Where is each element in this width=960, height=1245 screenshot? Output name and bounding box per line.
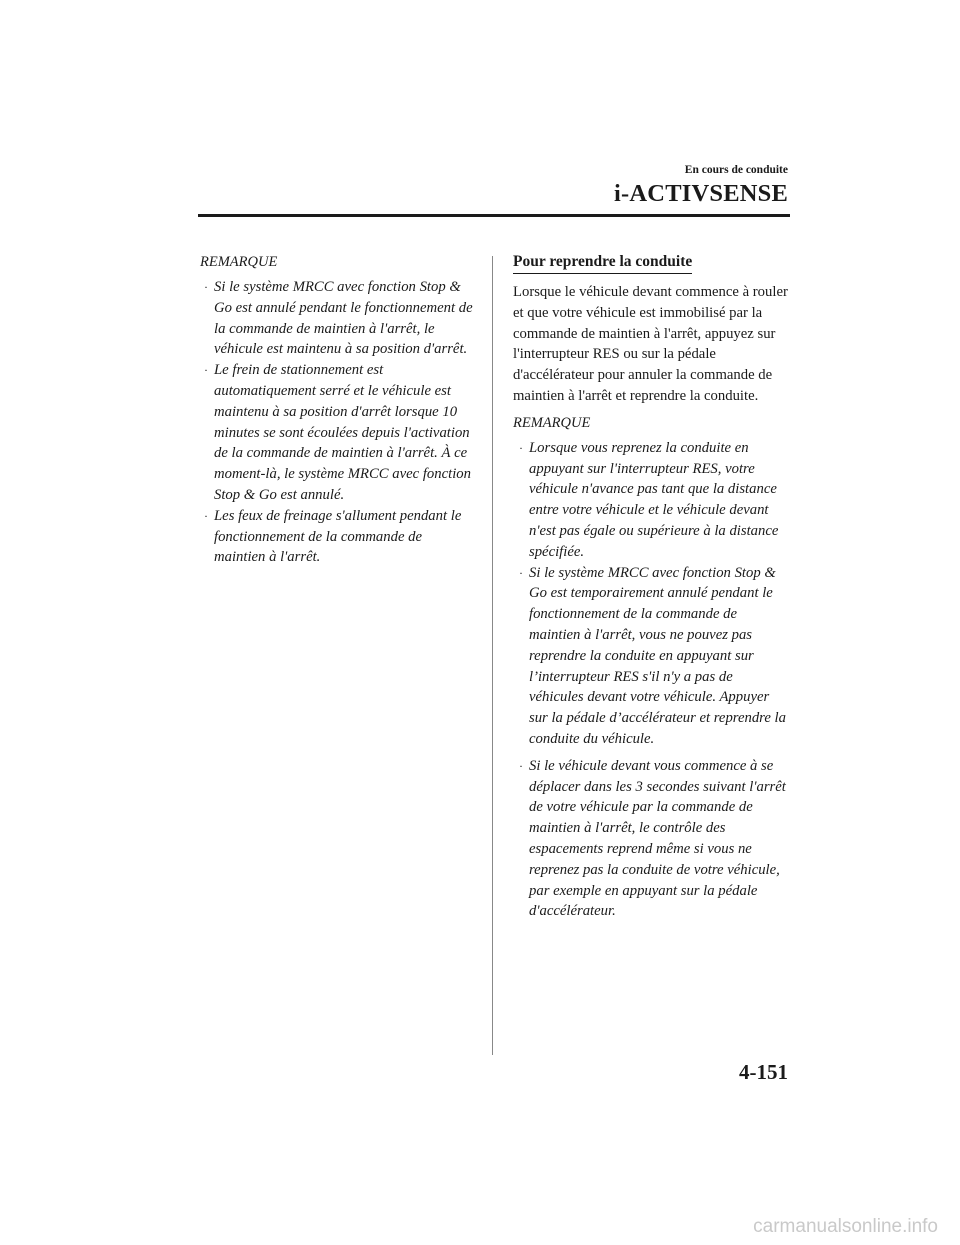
note-bullet [200, 277, 476, 360]
header-rule [198, 214, 790, 217]
column-divider [492, 256, 493, 1055]
note-bullet-list [513, 438, 790, 922]
bullet-marker: · [519, 440, 523, 455]
section-heading: Pour reprendre la conduite [513, 252, 692, 274]
bullet-text: Le frein de stationnement est automatiquement serré et le véhicule est maintenu à sa position d'arrêt lorsque 10 minutes se sont écoulées depuis l'activation de la commande de maintien à l'arrêt. À ce moment-là, le système MRCC avec fonction Stop & Go est annulé. [214, 362, 471, 503]
bullet-text: Si le système MRCC avec fonction Stop & Go est annulé pendant le fonctionnement de la commande de maintien à l'arrêt, le véhicule est maintenu à sa position d'arrêt. [214, 279, 473, 358]
bullet-marker: · [204, 280, 208, 294]
running-header-title: i-ACTIVSENSE [614, 180, 788, 207]
right-column [513, 252, 790, 922]
note-title: REMARQUE [513, 414, 591, 431]
note-bullet [200, 506, 476, 568]
bullet-text: Si le véhicule devant vous commence à se déplacer dans les 3 secondes suivant l'arrêt de votre véhicule par la commande de maintien à l'arrêt, le contrôle des espacements reprend même si vous ne reprenez pas la conduite de votre véhicule, par exemple en appuyant sur la pédale d'accélérateur. [529, 757, 786, 920]
left-column [198, 252, 476, 568]
bullet-text: Les feux de freinage s'allument pendant le fonctionnement de la commande de maintien à l'arrêt. [214, 507, 462, 566]
bullet-marker: · [519, 758, 523, 773]
note-bullet [515, 756, 790, 922]
bullet-text: Lorsque vous reprenez la conduite en appuyant sur l'interrupteur RES, votre véhicule n'avance pas tant que la distance entre votre véhicule et le véhicule devant n'est pas égale ou supérieure à la distance spécifiée. [529, 439, 779, 560]
site-watermark: carmanualsonline.info [753, 1216, 938, 1237]
body-paragraph: Lorsque le véhicule devant commence à rouler et que votre véhicule est immobilisé par la commande de maintien à l'arrêt, appuyez sur l'interrupteur RES ou sur la pédale d'accélérateur pour annuler la commande de maintien à l'arrêt et reprendre la conduite. [513, 284, 788, 404]
note-bullet [515, 563, 790, 750]
note-bullet [515, 438, 790, 563]
note-title: REMARQUE [200, 254, 278, 270]
bullet-marker: · [204, 363, 208, 378]
bullet-marker: · [519, 565, 523, 580]
bullet-marker: · [204, 508, 208, 523]
bullet-text: Si le système MRCC avec fonction Stop & Go est temporairement annulé pendant le fonctionnement de la commande de maintien à l'arrêt, vous ne pouvez pas reprendre la conduite en appuyant sur l’interrupteur RES s'il n'y a pas de véhicules devant votre véhicule. Appuyer sur la pédale d’accélérateur et reprendre la conduite du véhicule. [529, 564, 786, 747]
note-bullet-list [198, 277, 476, 568]
note-bullet [200, 360, 476, 506]
page-number: 4-151 [739, 1060, 788, 1084]
running-header-section: En cours de conduite [684, 164, 788, 176]
